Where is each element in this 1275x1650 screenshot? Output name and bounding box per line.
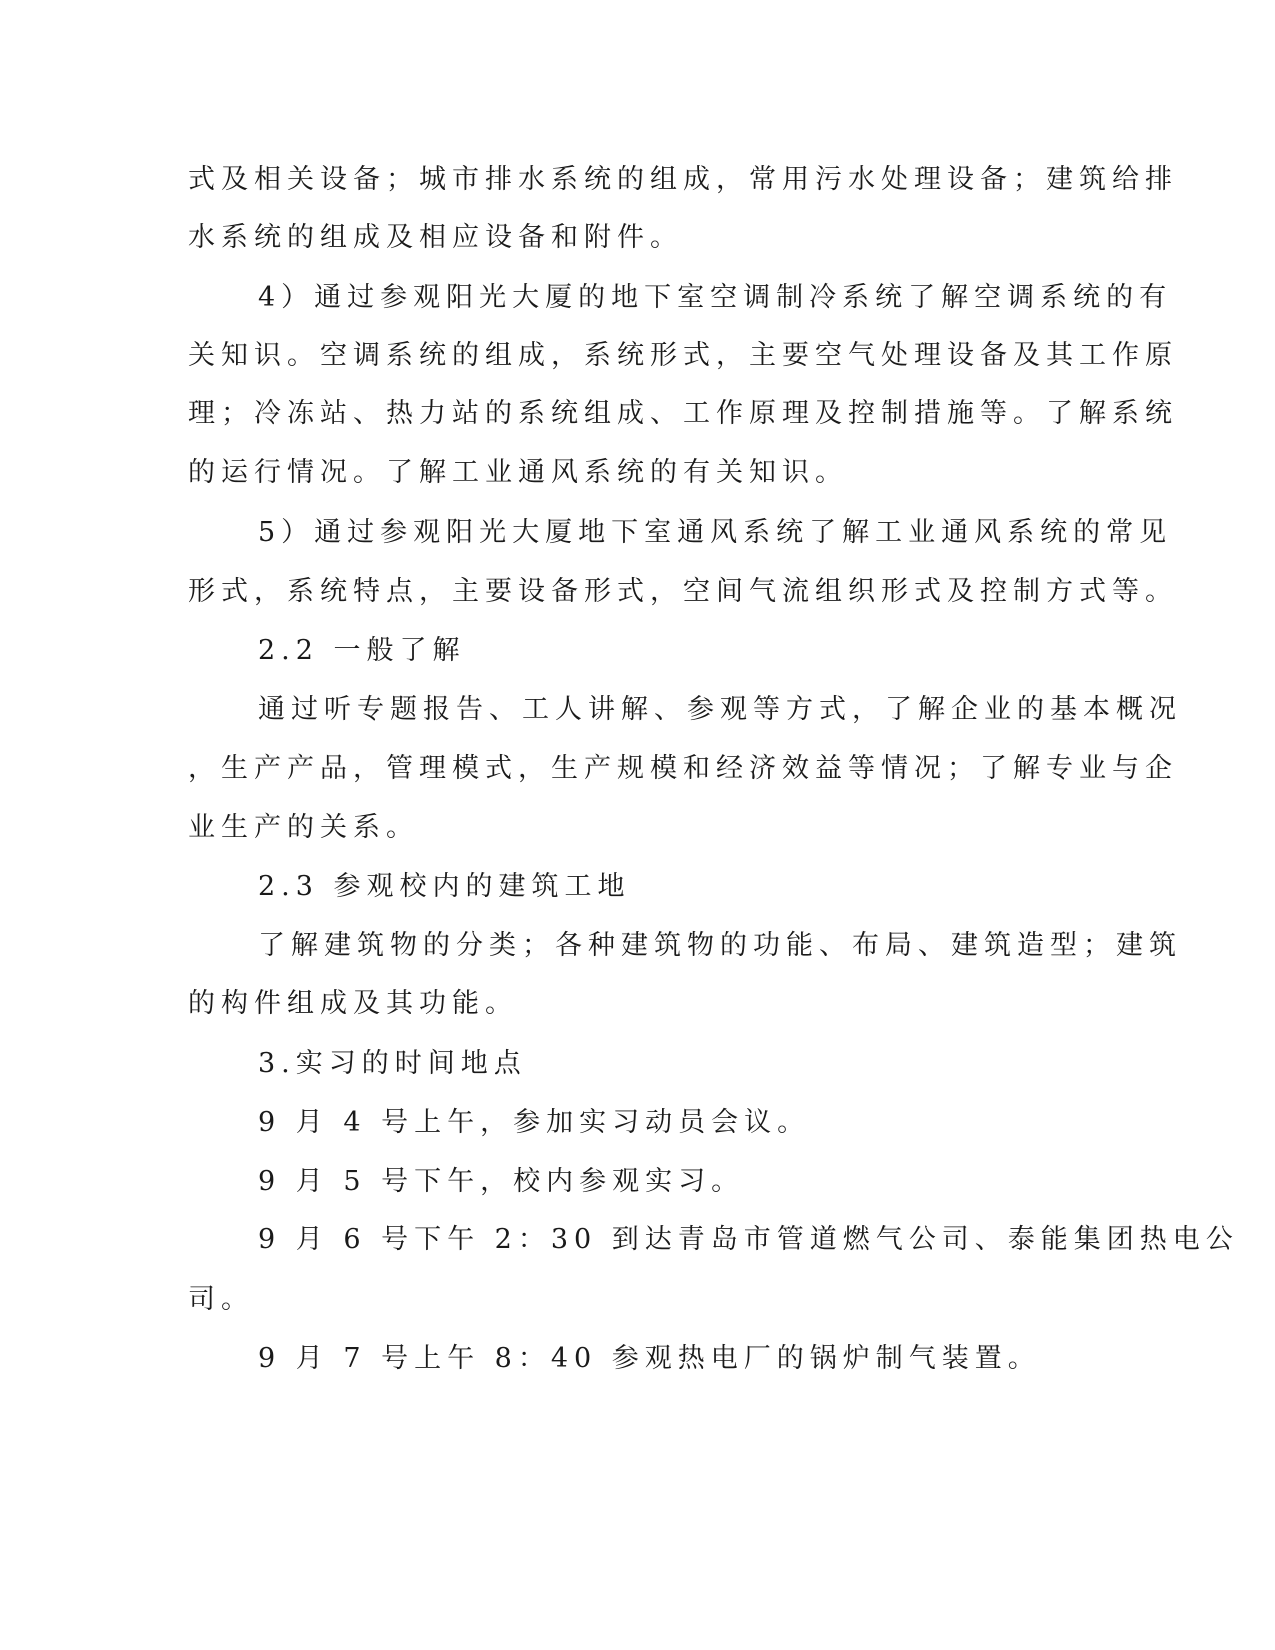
schedule-item: 9 月 6 号下午 2：30 到达青岛市管道燃气公司、泰能集团热电公 bbox=[258, 1224, 1239, 1255]
text-line: 业生产的关系。 bbox=[188, 812, 419, 843]
schedule-item-continued: 司。 bbox=[188, 1284, 254, 1315]
text-line: 式及相关设备；城市排水系统的组成，常用污水处理设备；建筑给排 bbox=[188, 164, 1178, 195]
text-line: ，生产产品，管理模式，生产规模和经济效益等情况；了解专业与企 bbox=[188, 753, 1178, 784]
text-line: 的构件组成及其功能。 bbox=[188, 988, 518, 1019]
text-line: 通过听专题报告、工人讲解、参观等方式，了解企业的基本概况 bbox=[258, 694, 1182, 725]
section-heading: 2.3 参观校内的建筑工地 bbox=[258, 871, 631, 902]
schedule-item: 9 月 4 号上午，参加实习动员会议。 bbox=[258, 1107, 811, 1138]
text-line: 关知识。空调系统的组成，系统形式，主要空气处理设备及其工作原 bbox=[188, 340, 1178, 371]
schedule-item: 9 月 5 号下午，校内参观实习。 bbox=[258, 1166, 745, 1197]
text-line: 形式，系统特点，主要设备形式，空间气流组织形式及控制方式等。 bbox=[188, 576, 1178, 607]
text-line: 的运行情况。了解工业通风系统的有关知识。 bbox=[188, 457, 848, 488]
text-line: 理；冷冻站、热力站的系统组成、工作原理及控制措施等。了解系统 bbox=[188, 398, 1178, 429]
text-line: 4）通过参观阳光大厦的地下室空调制冷系统了解空调系统的有 bbox=[258, 282, 1173, 313]
section-heading: 2.2 一般了解 bbox=[258, 635, 466, 666]
text-line: 了解建筑物的分类；各种建筑物的功能、布局、建筑造型；建筑 bbox=[258, 930, 1182, 961]
section-heading: 3.实习的时间地点 bbox=[258, 1048, 527, 1079]
text-line: 5）通过参观阳光大厦地下室通风系统了解工业通风系统的常见 bbox=[258, 517, 1173, 548]
schedule-item: 9 月 7 号上午 8：40 参观热电厂的锅炉制气装置。 bbox=[258, 1343, 1041, 1374]
text-line: 水系统的组成及相应设备和附件。 bbox=[188, 222, 683, 253]
